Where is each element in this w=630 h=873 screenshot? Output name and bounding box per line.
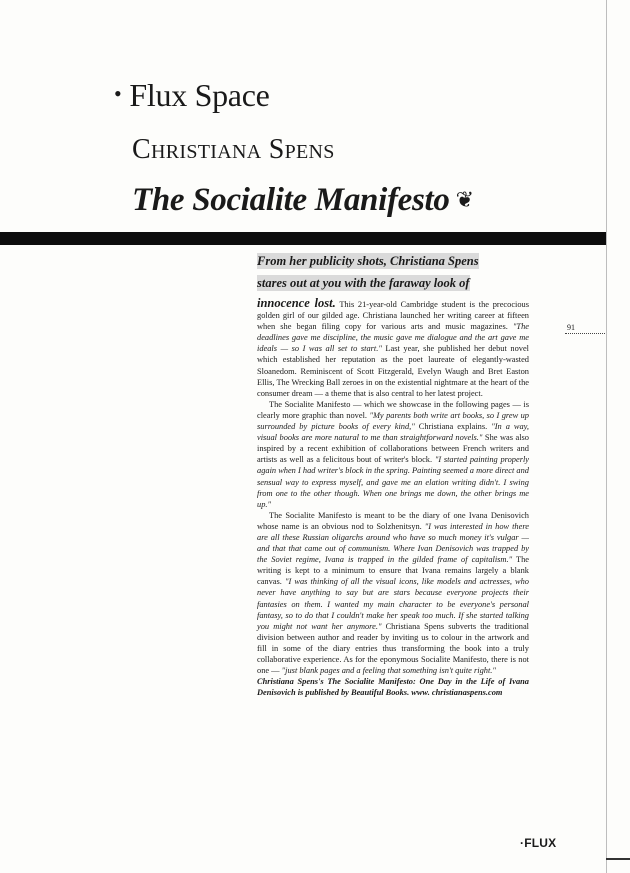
quote: "In a way, visual books are more natural to me than straightforward novels." [257,422,529,443]
quote: "just blank pages and a feeling that something isn't quite right." [281,666,496,676]
footer-brand: ·FLUX [520,836,557,850]
section-title: Flux Space [129,77,270,113]
quote: "I started painting properly again when I had writer's block in the spring. Painting seemed a more direct and sensual way to express myself, and gave me an elation writing didn't. I swing from one to the other though. When one brings me down, the other brings me up." [257,455,529,509]
paragraph-3 [257,510,529,676]
text-run: She was also inspired by a recent exhibition of collaborations between French writers and artists as well as a felicitous bout of writer's block. [257,433,529,465]
text-run: The Socialite Manifesto is meant to be the diary of one Ivana Denisovich whose name is an obvious nod to Solzhenitsyn. [257,510,529,531]
lead-line-1: From her publicity shots, Christiana Spens [257,254,479,268]
page-number: 91 [565,323,605,334]
quote: "I was thinking of all the visual icons, like models and actresses, who never have anything to say but are stars because everyone projects their fantasies on them. I wanted my main character to be everyone's personal fantasy, so to do that I couldn't make her speak too much. If she started talking you might not want her anymore." [257,577,529,631]
author-name: Christiana Spens [132,134,335,165]
header-divider [0,232,606,245]
text-run: The writing is kept to a minimum to ensure that Ivana remains largely a blank canvas. [257,555,529,587]
article-title-text: The Socialite Manifesto [132,182,450,218]
lead-line-2: stares out at you with the faraway look of [257,276,470,290]
quote: "The deadlines gave me discipline, the music gave me dialogue and the art gave me ideals — so I was all set to start." [257,322,529,354]
text-run: Last year, she published her debut novel which established her reputation as the poet laureate of elegantly-wasted Sloanedom. Reminiscent of Scott Fitzgerald, Evelyn Waugh and Bret Easton Ellis, The Wrecking Ball zeroes in on the existential nightmare at the heart of the consumer dream — a theme that is also central to her latest project. [257,344,529,398]
paragraph-2 [257,399,529,510]
lead-line-3: innocence lost. [257,296,336,310]
article-title [132,178,474,222]
page-edge-rule [606,0,607,873]
text-run: Christiana explains. [414,422,492,432]
publication-credit: Christiana Spens's The Socialite Manifesto: One Day in the Life of Ivana Denisovich is published by Beautiful Books. www. christianaspens.com [257,677,529,698]
section-heading [114,74,270,115]
article-body [257,298,529,698]
quote: "I was interested in how there are all these Russian oligarchs around who have so much money it's vulgar — and that that came out of communism. Where Ivan Denisovich was trapped by the Soviet regime, Ivana is trapped in the gilded frame of capitalism." [257,521,529,565]
text-run: This 21-year-old Cambridge student is the precocious golden girl of our gilded age. Christiana launched her writing career at fifteen when she began filing copy for various arts and music magazines. [257,300,529,332]
bullet-icon: • [114,81,122,106]
page-edge-tick [606,858,630,860]
fleuron-icon: ❦ [455,187,474,212]
text-run: The Socialite Manifesto — which we showcase in the following pages — is clearly more graphic than novel. [257,399,529,420]
lead-in [257,250,527,294]
quote: "My parents both write art books, so I grew up surrounded by picture books of every kind," [257,410,529,432]
paragraph-1 [257,298,529,399]
text-run: Christiana Spens subverts the traditional division between author and reader by inviting us to colour in the artwork and fill in some of the diary entries thus transforming the book into a truly collaborative experience. As for the eponymous Socialite Manifesto, there is not one — [257,621,529,676]
